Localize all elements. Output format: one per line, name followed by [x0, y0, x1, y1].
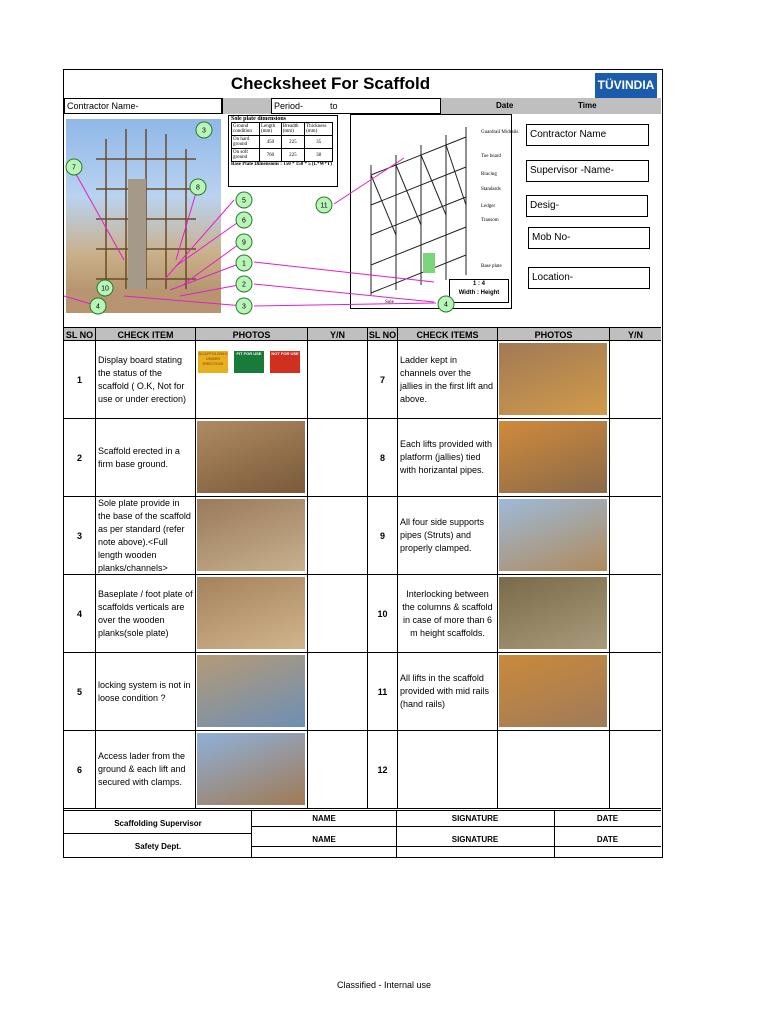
contractor-label: Contractor Name- — [64, 98, 222, 114]
check-item-text: Sole plate provide in the base of the scaffold as per standard (refer note above).<Full length wooden planks/channels> — [96, 497, 196, 575]
marker-label: 3 — [242, 303, 246, 311]
marker-label: 4 — [444, 301, 448, 309]
col-photos-2: PHOTOS — [498, 327, 610, 341]
check-item-text: Access lader from the ground & each lift and secured with clamps. — [96, 731, 196, 809]
yn-cell[interactable] — [308, 341, 368, 419]
signature-header-2: SIGNATURE — [451, 835, 499, 844]
marker-label: 6 — [242, 217, 246, 225]
check-photo — [499, 421, 607, 493]
part-ledger: Ledger — [481, 204, 496, 209]
row-photo-cell — [196, 497, 308, 575]
row-number: 3 — [64, 497, 96, 575]
row-photo-cell — [498, 419, 610, 497]
row-photo-cell — [498, 731, 610, 809]
sp-head-thickness: Thickness (mm) — [305, 123, 333, 136]
checksheet — [63, 69, 663, 858]
status-sign: NOT FOR USE — [270, 351, 300, 373]
part-base-plate: Base plate — [481, 264, 502, 269]
col-sl-no: SL NO — [64, 327, 96, 341]
part-bracing: Bracing — [481, 172, 497, 177]
date-header: Date — [496, 101, 514, 110]
row-number: 7 — [368, 341, 398, 419]
sp-cell: 450 — [260, 136, 282, 149]
signature-header-1: SIGNATURE — [451, 814, 499, 823]
sp-head-length: Length (mm) — [260, 123, 282, 136]
row-photo-cell — [498, 341, 610, 419]
mobile-field[interactable]: Mob No- — [528, 227, 650, 249]
check-photo — [197, 577, 305, 649]
designation-field[interactable]: Desig- — [526, 195, 648, 217]
yn-cell[interactable] — [308, 419, 368, 497]
footer-top-rule — [64, 810, 661, 811]
marker-label: 9 — [242, 239, 246, 247]
row-number: 1 — [64, 341, 96, 419]
col-check-item: CHECK ITEM — [96, 327, 196, 341]
sp-cell: 225 — [281, 149, 304, 162]
page-title: Checksheet For Scaffold — [230, 74, 431, 93]
check-item-text: Display board stating the status of the scaffold ( O.K, Not for use or under erection) — [96, 341, 196, 419]
marker-label: 5 — [242, 197, 246, 205]
row-number: 6 — [64, 731, 96, 809]
footer-rule-a — [252, 826, 661, 827]
row-photo-cell — [498, 653, 610, 731]
row-photo-cell — [498, 575, 610, 653]
sp-head-breadth: Breadth (mm) — [281, 123, 304, 136]
status-sign: FIT FOR USE — [234, 351, 264, 373]
check-photo — [499, 577, 607, 649]
sp-cell: 35 — [305, 136, 333, 149]
row-photo-cell — [196, 575, 308, 653]
base-plate-dimensions: Base Plate Dimensions : 150 * 150 * 5 (L*W*T) — [231, 162, 332, 167]
yn-cell[interactable] — [610, 341, 661, 419]
check-photo — [499, 499, 607, 571]
row-number: 12 — [368, 731, 398, 809]
classification-label: Classified - Internal use — [336, 980, 432, 990]
contractor-name-field[interactable]: Contractor Name — [526, 124, 649, 146]
sole-plate-title: Sole plate dimensions — [231, 116, 287, 122]
check-item-text: locking system is not in loose condition ? — [96, 653, 196, 731]
check-photo — [499, 343, 607, 415]
date-header-2: DATE — [596, 835, 619, 844]
row-number: 5 — [64, 653, 96, 731]
row-number: 10 — [368, 575, 398, 653]
marker-label: 2 — [242, 281, 246, 289]
signoff-labels — [64, 810, 252, 858]
col-yn-2: Y/N — [610, 327, 661, 341]
yn-cell[interactable] — [610, 497, 661, 575]
sp-cell: 38 — [305, 149, 333, 162]
row-photo-cell — [196, 341, 308, 419]
row-number: 9 — [368, 497, 398, 575]
row-number: 2 — [64, 419, 96, 497]
row-photo-cell — [196, 419, 308, 497]
check-item-text: Ladder kept in channels over the jallies in the first lift and above. — [398, 341, 498, 419]
sole-label: Sole — [385, 300, 394, 305]
marker-label: 8 — [196, 184, 200, 192]
yn-cell[interactable] — [308, 653, 368, 731]
date-header-1: DATE — [596, 814, 619, 823]
location-field[interactable]: Location- — [528, 267, 650, 289]
sp-cell: 760 — [260, 149, 282, 162]
sp-cell: 225 — [281, 136, 304, 149]
name-header-1: NAME — [312, 814, 336, 823]
check-photo — [197, 421, 305, 493]
yn-cell[interactable] — [610, 419, 661, 497]
supervisor-label: Scaffolding Supervisor — [114, 819, 202, 828]
status-sign: SCAFFOLDING UNDER ERECTION — [198, 351, 228, 373]
ratio-caption: Width : Height — [458, 290, 500, 296]
check-photo — [197, 733, 305, 805]
name-header-2: NAME — [312, 835, 336, 844]
footer-rule-c — [252, 846, 661, 847]
row-number: 11 — [368, 653, 398, 731]
col-yn: Y/N — [308, 327, 368, 341]
yn-cell[interactable] — [308, 731, 368, 809]
marker-label: 11 — [320, 202, 328, 210]
ratio-value: 1 : 4 — [472, 281, 485, 287]
row-photo-cell — [196, 653, 308, 731]
check-photo — [499, 655, 607, 727]
row-photo-cell — [498, 497, 610, 575]
check-photo — [197, 499, 305, 571]
check-item-text: Each lifts provided with platform (jallies) tied with horizantal pipes. — [398, 419, 498, 497]
part-toe-board: Toe board — [481, 154, 502, 159]
sp-cell: On hard ground — [232, 136, 260, 149]
row-number: 8 — [368, 419, 398, 497]
check-item-text: Interlocking between the columns & scaffold in case of more than 6 m height scaffolds. — [398, 575, 498, 653]
marker-label: 1 — [242, 260, 246, 268]
part-guardrail: Guardrail Midrails — [481, 130, 519, 135]
marker-label: 3 — [202, 127, 206, 135]
col-check-items: CHECK ITEMS — [398, 327, 498, 341]
supervisor-name-field[interactable]: Supervisor -Name- — [526, 160, 649, 182]
tuv-india-logo: TÜVINDIA — [595, 73, 657, 98]
footer-rule-b — [64, 833, 252, 834]
yn-cell[interactable] — [610, 575, 661, 653]
marker-label: 10 — [101, 285, 109, 293]
yn-cell[interactable] — [308, 575, 368, 653]
period-to-label: to — [330, 101, 338, 111]
sp-cell: On soft ground — [232, 149, 260, 162]
part-transom: Transom — [481, 218, 499, 223]
yn-cell[interactable] — [610, 653, 661, 731]
check-photo — [197, 655, 305, 727]
marker-label: 7 — [72, 164, 76, 172]
col-sl-no-2: SL NO — [368, 327, 398, 341]
safety-label: Safety Dept. — [134, 842, 182, 851]
check-item-text: All four side supports pipes (Struts) and properly clamped. — [398, 497, 498, 575]
sp-head-ground: Ground condition — [232, 123, 260, 136]
marker-label: 4 — [96, 303, 100, 311]
check-item-text: Baseplate / foot plate of scaffolds verticals are over the wooden planks(sole plate) — [96, 575, 196, 653]
col-photos: PHOTOS — [196, 327, 308, 341]
check-item-text: All lifts in the scaffold provided with mid rails (hand rails) — [398, 653, 498, 731]
row-photo-cell — [196, 731, 308, 809]
period-label: Period- — [274, 101, 304, 111]
yn-cell[interactable] — [610, 731, 661, 809]
check-item-text: Scaffold erected in a firm base ground. — [96, 419, 196, 497]
row-number: 4 — [64, 575, 96, 653]
part-standards: Standards — [481, 187, 501, 192]
yn-cell[interactable] — [308, 497, 368, 575]
time-header: Time — [578, 101, 597, 110]
check-item-text — [398, 731, 498, 809]
